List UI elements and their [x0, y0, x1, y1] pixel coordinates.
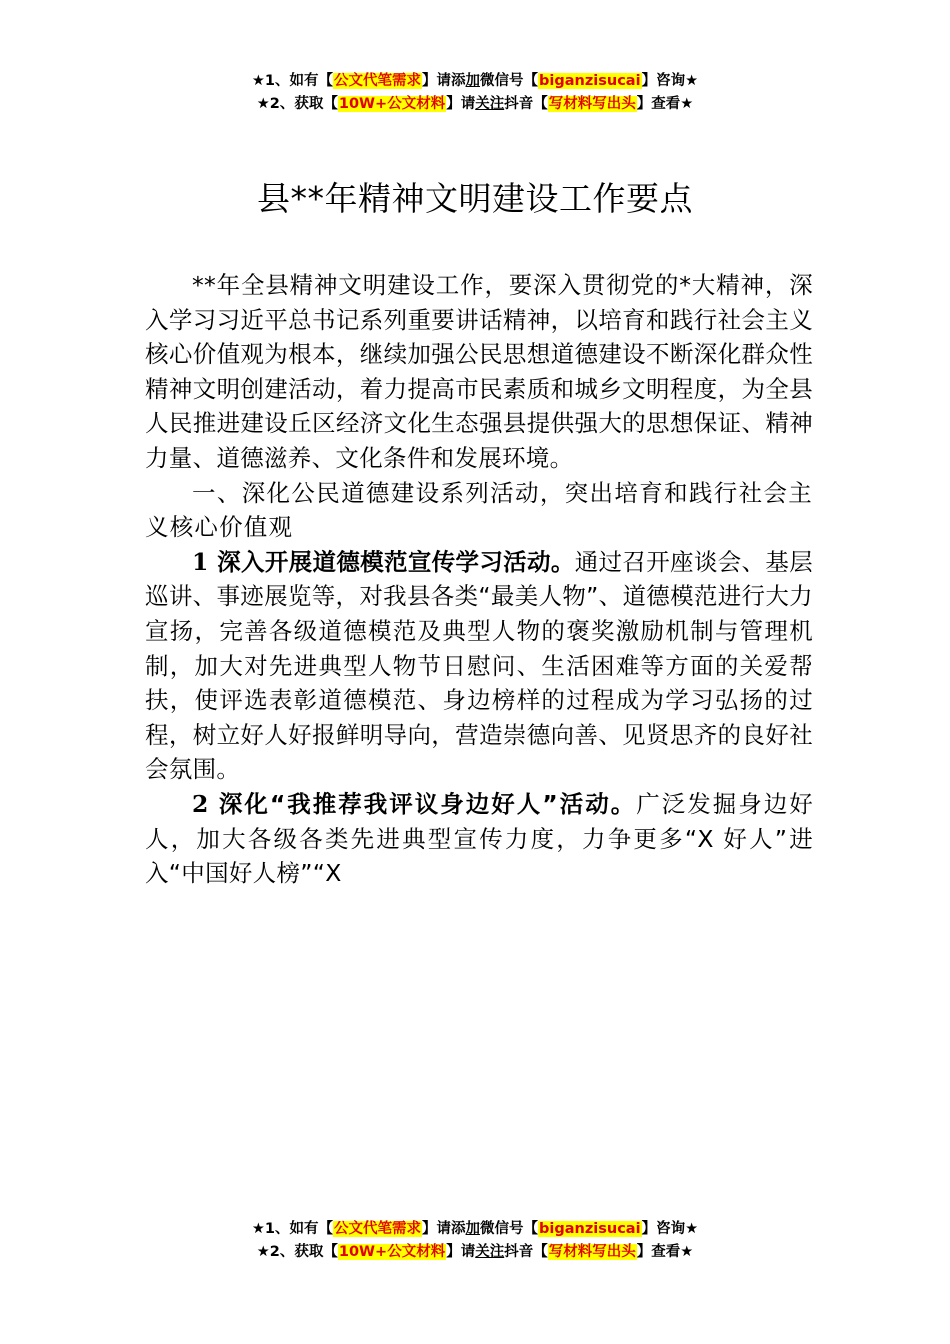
page-title: 县**年精神文明建设工作要点 [257, 179, 693, 218]
notice-line-1: ★1、如有【公文代笔需求】请添加微信号【biganzisucai】咨询★ [251, 73, 699, 89]
highlight-douyin: 写材料写出头 [548, 1244, 636, 1260]
section-heading-1: 一、深化公民道德建设系列活动，突出培育和践行社会主义核心价值观 [145, 478, 813, 542]
item-2-lead: 深化“我推荐我评议身边好人”活动。 [208, 789, 637, 818]
notice-line-1: ★1、如有【公文代笔需求】请添加微信号【biganzisucai】咨询★ [251, 1221, 699, 1237]
highlight-douyin: 写材料写出头 [548, 96, 636, 112]
document-body [145, 268, 813, 891]
item-1-body: 通过召开座谈会、基层巡讲、事迹展览等，对我县各类“最美人物”、道德模范进行大力宣扬，完善各级道德模范及典型人物的褒奖激励机制与管理机制，加大对先进典型人物节日慰问、生活困难等方面的关爱帮扶，使评选表彰道德模范、身边榜样的过程成为学习弘扬的过程，树立好人好报鲜明导向，营造崇德向善、见贤思齐的良好社会氛围。 [145, 547, 813, 784]
highlight-service: 公文代笔需求 [334, 73, 422, 89]
header-notice [0, 70, 950, 116]
item-1-number: 1 [192, 547, 209, 576]
highlight-materials: 10W+公文材料 [338, 1244, 446, 1260]
highlight-wechat-id: biganzisucai [539, 1221, 641, 1237]
item-1-lead: 深入开展道德模范宣传学习活动。 [208, 547, 575, 576]
item-2-body: 广泛发掘身边好人，加大各级各类先进典型宣传力度，力争更多“X 好人”进入“中国好人榜”“X [145, 789, 813, 888]
item-2-paragraph [145, 787, 813, 891]
highlight-materials: 10W+公文材料 [338, 96, 446, 112]
notice-line-2: ★2、获取【10W+公文材料】请关注抖音【写材料写出头】查看★ [256, 96, 694, 112]
item-1-paragraph [145, 545, 813, 787]
highlight-service: 公文代笔需求 [334, 1221, 422, 1237]
highlight-wechat-id: biganzisucai [539, 73, 641, 89]
intro-paragraph: **年全县精神文明建设工作，要深入贯彻党的*大精神，深入学习习近平总书记系列重要讲话精神，以培育和践行社会主义核心价值观为根本，继续加强公民思想道德建设不断深化群众性精神文明创建活动，着力提高市民素质和城乡文明程度，为全县人民推进建设丘区经济文化生态强县提供强大的思想保证、精神力量、道德滋养、文化条件和发展环境。 [145, 271, 813, 472]
footer-notice [0, 1218, 950, 1264]
item-2-number: 2 [192, 789, 209, 818]
notice-line-2: ★2、获取【10W+公文材料】请关注抖音【写材料写出头】查看★ [256, 1244, 694, 1260]
